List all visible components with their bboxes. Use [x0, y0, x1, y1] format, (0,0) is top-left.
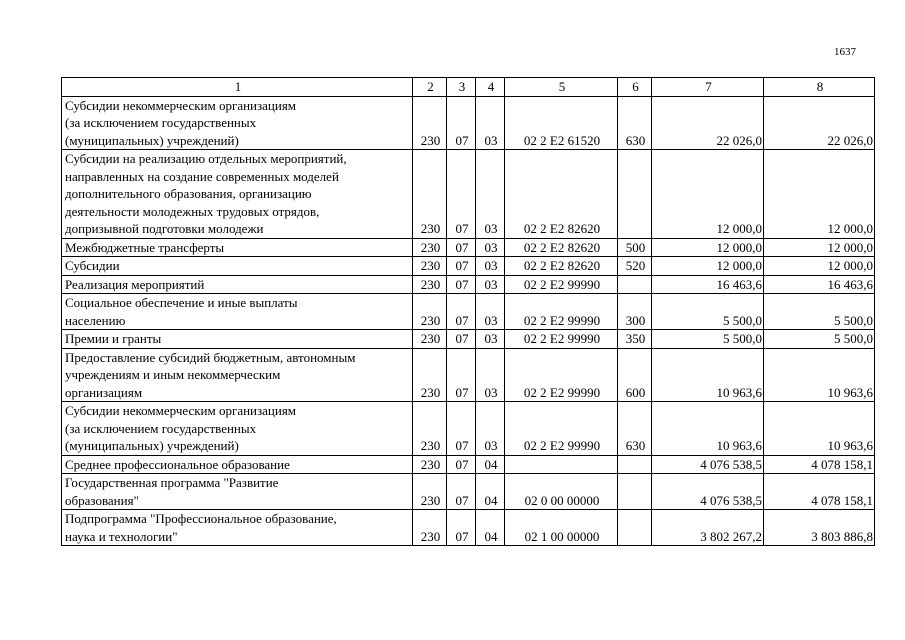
admin-code-cell: 230 — [413, 510, 447, 546]
target-article-cell: 02 0 00 00000 — [505, 474, 618, 510]
row-name-cell — [62, 238, 413, 257]
amount-year2-cell: 3 803 886,8 — [764, 510, 875, 546]
table-row — [62, 294, 875, 330]
row-name-cell — [62, 348, 413, 402]
amount-year1-cell: 12 000,0 — [652, 257, 764, 276]
row-name-line: учреждениям и иным некоммерческим — [65, 367, 281, 382]
row-name-line: Социальное обеспечение и иные выплаты — [65, 295, 298, 310]
row-name-line: Субсидии некоммерческим организациям — [65, 97, 297, 113]
target-article-cell — [505, 455, 618, 474]
header-cell-8: 8 — [764, 78, 875, 97]
row-name-cell — [62, 275, 413, 294]
subsection-cell: 03 — [476, 348, 505, 402]
table-row — [62, 238, 875, 257]
table-row — [62, 150, 875, 239]
expense-type-cell — [618, 474, 652, 510]
amount-year1-cell: 22 026,0 — [652, 96, 764, 150]
amount-year2-cell: 12 000,0 — [764, 150, 875, 239]
row-name-cell — [62, 150, 413, 239]
admin-code-cell: 230 — [413, 257, 447, 276]
target-article-cell: 02 2 E2 99990 — [505, 402, 618, 456]
row-name-line: образования" — [65, 492, 139, 508]
table-row — [62, 402, 875, 456]
amount-year1-cell: 16 463,6 — [652, 275, 764, 294]
table-row — [62, 275, 875, 294]
amount-year1-cell: 12 000,0 — [652, 238, 764, 257]
subsection-cell: 03 — [476, 330, 505, 349]
row-name-cell — [62, 455, 413, 474]
section-cell: 07 — [447, 474, 476, 510]
expense-type-cell: 350 — [618, 330, 652, 349]
amount-year2-cell: 22 026,0 — [764, 96, 875, 150]
page-number: 1637 — [834, 46, 856, 58]
row-name-line: Реализация мероприятий — [65, 276, 205, 292]
row-name-line: населению — [65, 312, 126, 328]
amount-year1-cell: 4 076 538,5 — [652, 474, 764, 510]
target-article-cell: 02 2 E2 82620 — [505, 150, 618, 239]
amount-year2-cell: 4 078 158,1 — [764, 455, 875, 474]
row-name-line: деятельности молодежных трудовых отрядов, — [65, 203, 320, 219]
section-cell: 07 — [447, 150, 476, 239]
row-name-cell — [62, 330, 413, 349]
section-cell: 07 — [447, 348, 476, 402]
section-cell: 07 — [447, 238, 476, 257]
amount-year1-cell: 10 963,6 — [652, 348, 764, 402]
subsection-cell: 03 — [476, 257, 505, 276]
expense-type-cell: 520 — [618, 257, 652, 276]
amount-year2-cell: 16 463,6 — [764, 275, 875, 294]
row-name-line: Субсидии некоммерческим организациям — [65, 403, 297, 418]
section-cell: 07 — [447, 510, 476, 546]
subsection-cell: 03 — [476, 275, 505, 294]
subsection-cell: 03 — [476, 96, 505, 150]
header-cell-7: 7 — [652, 78, 764, 97]
subsection-cell: 03 — [476, 238, 505, 257]
table-row — [62, 257, 875, 276]
row-name-line: направленных на создание современных моделей — [65, 168, 339, 184]
row-name-line: Государственная программа "Развитие — [65, 475, 279, 490]
section-cell: 07 — [447, 402, 476, 456]
admin-code-cell: 230 — [413, 348, 447, 402]
target-article-cell: 02 1 00 00000 — [505, 510, 618, 546]
admin-code-cell: 230 — [413, 275, 447, 294]
expense-type-cell — [618, 275, 652, 294]
row-name-line: Предоставление субсидий бюджетным, автономным — [65, 349, 356, 365]
row-name-line: Субсидии — [65, 258, 120, 273]
amount-year2-cell: 10 963,6 — [764, 348, 875, 402]
row-name-line: дополнительного образования, организацию — [65, 186, 312, 201]
target-article-cell: 02 2 E2 61520 — [505, 96, 618, 150]
subsection-cell: 04 — [476, 510, 505, 546]
expense-type-cell — [618, 455, 652, 474]
amount-year2-cell: 12 000,0 — [764, 238, 875, 257]
section-cell: 07 — [447, 455, 476, 474]
row-name-cell — [62, 96, 413, 150]
target-article-cell: 02 2 E2 82620 — [505, 257, 618, 276]
amount-year2-cell: 5 500,0 — [764, 294, 875, 330]
table-row — [62, 330, 875, 349]
amount-year1-cell: 5 500,0 — [652, 330, 764, 349]
header-cell-3: 3 — [447, 78, 476, 97]
row-name-cell — [62, 510, 413, 546]
expense-type-cell — [618, 150, 652, 239]
section-cell: 07 — [447, 330, 476, 349]
row-name-cell — [62, 294, 413, 330]
row-name-line: наука и технологии" — [65, 528, 178, 544]
table-row — [62, 455, 875, 474]
table-row — [62, 510, 875, 546]
subsection-cell: 03 — [476, 294, 505, 330]
target-article-cell: 02 2 E2 99990 — [505, 348, 618, 402]
target-article-cell: 02 2 E2 99990 — [505, 330, 618, 349]
header-cell-2: 2 — [413, 78, 447, 97]
admin-code-cell: 230 — [413, 455, 447, 474]
row-name-line: Субсидии на реализацию отдельных мероприятий, — [65, 151, 347, 166]
header-cell-1: 1 — [62, 78, 413, 97]
expense-type-cell: 630 — [618, 96, 652, 150]
section-cell: 07 — [447, 96, 476, 150]
row-name-line: (за исключением государственных — [65, 115, 257, 130]
row-name-cell — [62, 257, 413, 276]
header-cell-4: 4 — [476, 78, 505, 97]
amount-year1-cell: 4 076 538,5 — [652, 455, 764, 474]
section-cell: 07 — [447, 294, 476, 330]
amount-year1-cell: 5 500,0 — [652, 294, 764, 330]
admin-code-cell: 230 — [413, 96, 447, 150]
target-article-cell: 02 2 E2 82620 — [505, 238, 618, 257]
expense-type-cell: 630 — [618, 402, 652, 456]
admin-code-cell: 230 — [413, 474, 447, 510]
subsection-cell: 03 — [476, 150, 505, 239]
section-cell: 07 — [447, 257, 476, 276]
amount-year1-cell: 12 000,0 — [652, 150, 764, 239]
target-article-cell: 02 2 E2 99990 — [505, 294, 618, 330]
section-cell: 07 — [447, 275, 476, 294]
row-name-line: Подпрограмма "Профессиональное образование, — [65, 511, 337, 526]
row-name-line: допризывной подготовки молодежи — [65, 221, 264, 236]
admin-code-cell: 230 — [413, 150, 447, 239]
row-name-line: (за исключением государственных — [65, 420, 257, 436]
amount-year1-cell: 10 963,6 — [652, 402, 764, 456]
table-row — [62, 474, 875, 510]
budget-table — [61, 77, 875, 546]
row-name-line: (муниципальных) учреждений) — [65, 132, 239, 148]
row-name-line: Премии и гранты — [65, 331, 162, 346]
row-name-cell — [62, 402, 413, 456]
subsection-cell: 03 — [476, 402, 505, 456]
header-cell-5: 5 — [505, 78, 618, 97]
amount-year2-cell: 5 500,0 — [764, 330, 875, 349]
row-name-line: Среднее профессиональное образование — [65, 456, 290, 472]
table-row — [62, 96, 875, 150]
row-name-line: организациям — [65, 384, 143, 400]
admin-code-cell: 230 — [413, 402, 447, 456]
subsection-cell: 04 — [476, 455, 505, 474]
subsection-cell: 04 — [476, 474, 505, 510]
expense-type-cell: 600 — [618, 348, 652, 402]
expense-type-cell: 300 — [618, 294, 652, 330]
header-row — [62, 78, 875, 97]
target-article-cell: 02 2 E2 99990 — [505, 275, 618, 294]
header-cell-6: 6 — [618, 78, 652, 97]
row-name-cell — [62, 474, 413, 510]
amount-year2-cell: 12 000,0 — [764, 257, 875, 276]
expense-type-cell: 500 — [618, 238, 652, 257]
amount-year1-cell: 3 802 267,2 — [652, 510, 764, 546]
expense-type-cell — [618, 510, 652, 546]
row-name-line: (муниципальных) учреждений) — [65, 438, 239, 453]
admin-code-cell: 230 — [413, 238, 447, 257]
admin-code-cell: 230 — [413, 294, 447, 330]
admin-code-cell: 230 — [413, 330, 447, 349]
amount-year2-cell: 10 963,6 — [764, 402, 875, 456]
amount-year2-cell: 4 078 158,1 — [764, 474, 875, 510]
row-name-line: Межбюджетные трансферты — [65, 239, 225, 255]
table-row — [62, 348, 875, 402]
